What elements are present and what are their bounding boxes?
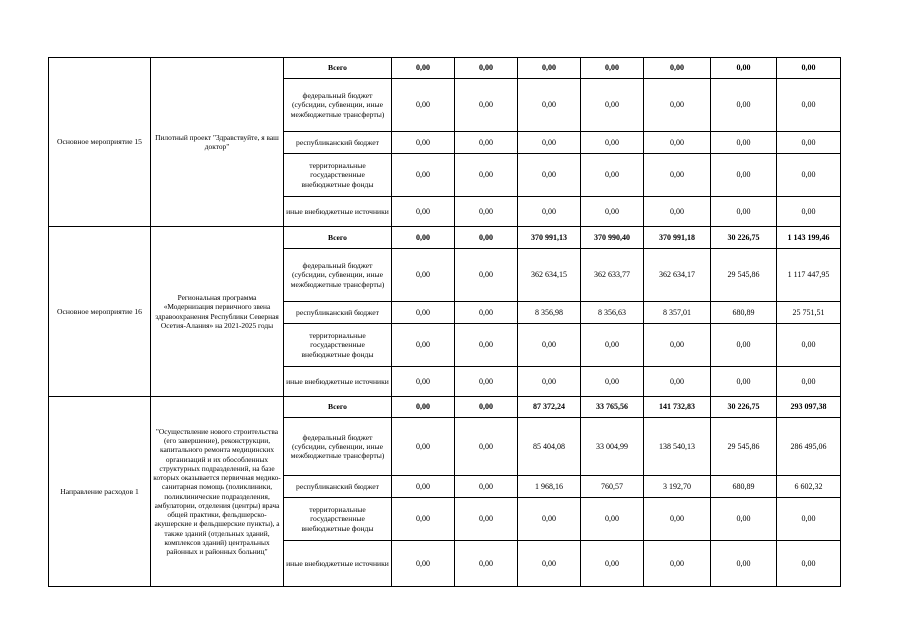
event-type-cell: Основное мероприятие 16 bbox=[49, 227, 151, 397]
event-name-cell: "Осуществление нового строительства (его завершение), реконструкции, капитального ремонта медицинских организаций и их обособленных структурных подразделений, на базе которых оказывается первичная медико-санитарная помощь (поликлиники, поликлинические подразделения, амбулатории, отделения (центры) врача общей практики, фельдшерско-акушерские и фельдшерские пункты), а также зданий (отдельных зданий, комплексов зданий) центральных районных и районных больниц" bbox=[151, 397, 284, 587]
amount-cell: 29 545,86 bbox=[711, 418, 777, 476]
amount-cell: 0,00 bbox=[581, 197, 644, 227]
amount-cell: 0,00 bbox=[455, 249, 518, 302]
amount-cell: 362 633,77 bbox=[581, 249, 644, 302]
amount-cell: 0,00 bbox=[644, 197, 711, 227]
amount-cell: 0,00 bbox=[581, 367, 644, 397]
amount-cell: 0,00 bbox=[518, 154, 581, 197]
amount-cell: 0,00 bbox=[711, 58, 777, 79]
amount-cell: 0,00 bbox=[392, 302, 455, 324]
amount-cell: 0,00 bbox=[777, 541, 841, 587]
funding-source-cell: Всего bbox=[284, 58, 392, 79]
amount-cell: 0,00 bbox=[518, 324, 581, 367]
amount-cell: 0,00 bbox=[777, 58, 841, 79]
funding-source-cell: республиканский бюджет bbox=[284, 476, 392, 498]
amount-cell: 0,00 bbox=[711, 154, 777, 197]
amount-cell: 0,00 bbox=[392, 476, 455, 498]
amount-cell: 87 372,24 bbox=[518, 397, 581, 418]
amount-cell: 0,00 bbox=[581, 324, 644, 367]
funding-source-cell: Всего bbox=[284, 227, 392, 249]
amount-cell: 0,00 bbox=[455, 541, 518, 587]
amount-cell: 0,00 bbox=[711, 197, 777, 227]
amount-cell: 0,00 bbox=[518, 541, 581, 587]
funding-source-cell: федеральный бюджет (субсидии, субвенции, иные межбюджетные трансферты) bbox=[284, 249, 392, 302]
funding-source-cell: федеральный бюджет (субсидии, субвенции, иные межбюджетные трансферты) bbox=[284, 418, 392, 476]
amount-cell: 8 356,63 bbox=[581, 302, 644, 324]
amount-cell: 0,00 bbox=[455, 79, 518, 132]
amount-cell: 0,00 bbox=[392, 197, 455, 227]
amount-cell: 760,57 bbox=[581, 476, 644, 498]
amount-cell: 0,00 bbox=[455, 227, 518, 249]
amount-cell: 6 602,32 bbox=[777, 476, 841, 498]
amount-cell: 0,00 bbox=[777, 498, 841, 541]
amount-cell: 0,00 bbox=[455, 367, 518, 397]
amount-cell: 0,00 bbox=[455, 418, 518, 476]
total-row bbox=[49, 58, 841, 79]
amount-cell: 0,00 bbox=[711, 132, 777, 154]
amount-cell: 25 751,51 bbox=[777, 302, 841, 324]
amount-cell: 0,00 bbox=[518, 132, 581, 154]
amount-cell: 0,00 bbox=[581, 541, 644, 587]
amount-cell: 0,00 bbox=[581, 58, 644, 79]
amount-cell: 1 117 447,95 bbox=[777, 249, 841, 302]
amount-cell: 0,00 bbox=[455, 197, 518, 227]
amount-cell: 0,00 bbox=[777, 197, 841, 227]
funding-source-cell: федеральный бюджет (субсидии, субвенции, иные межбюджетные трансферты) bbox=[284, 79, 392, 132]
amount-cell: 0,00 bbox=[777, 132, 841, 154]
amount-cell: 0,00 bbox=[392, 227, 455, 249]
amount-cell: 0,00 bbox=[644, 58, 711, 79]
amount-cell: 0,00 bbox=[455, 476, 518, 498]
amount-cell: 0,00 bbox=[455, 58, 518, 79]
budget-table bbox=[48, 57, 841, 587]
amount-cell: 0,00 bbox=[455, 154, 518, 197]
amount-cell: 0,00 bbox=[777, 367, 841, 397]
amount-cell: 1 968,16 bbox=[518, 476, 581, 498]
amount-cell: 0,00 bbox=[455, 132, 518, 154]
amount-cell: 85 404,08 bbox=[518, 418, 581, 476]
funding-source-cell: республиканский бюджет bbox=[284, 302, 392, 324]
total-row bbox=[49, 227, 841, 249]
amount-cell: 370 990,40 bbox=[581, 227, 644, 249]
amount-cell: 0,00 bbox=[392, 132, 455, 154]
funding-source-cell: иные внебюджетные источники bbox=[284, 367, 392, 397]
amount-cell: 0,00 bbox=[518, 367, 581, 397]
amount-cell: 0,00 bbox=[518, 79, 581, 132]
amount-cell: 680,89 bbox=[711, 302, 777, 324]
amount-cell: 286 495,06 bbox=[777, 418, 841, 476]
amount-cell: 0,00 bbox=[644, 498, 711, 541]
amount-cell: 0,00 bbox=[392, 541, 455, 587]
event-name-cell: Пилотный проект "Здравствуйте, я ваш доктор" bbox=[151, 58, 284, 227]
amount-cell: 138 540,13 bbox=[644, 418, 711, 476]
amount-cell: 0,00 bbox=[644, 79, 711, 132]
amount-cell: 29 545,86 bbox=[711, 249, 777, 302]
amount-cell: 141 732,83 bbox=[644, 397, 711, 418]
amount-cell: 0,00 bbox=[518, 58, 581, 79]
amount-cell: 680,89 bbox=[711, 476, 777, 498]
amount-cell: 3 192,70 bbox=[644, 476, 711, 498]
amount-cell: 0,00 bbox=[392, 154, 455, 197]
amount-cell: 293 097,38 bbox=[777, 397, 841, 418]
amount-cell: 362 634,17 bbox=[644, 249, 711, 302]
amount-cell: 0,00 bbox=[392, 397, 455, 418]
amount-cell: 0,00 bbox=[581, 79, 644, 132]
amount-cell: 0,00 bbox=[644, 154, 711, 197]
amount-cell: 0,00 bbox=[392, 58, 455, 79]
table-body bbox=[49, 58, 841, 587]
amount-cell: 0,00 bbox=[392, 249, 455, 302]
amount-cell: 0,00 bbox=[777, 154, 841, 197]
amount-cell: 370 991,13 bbox=[518, 227, 581, 249]
funding-source-cell: иные внебюджетные источники bbox=[284, 541, 392, 587]
amount-cell: 0,00 bbox=[644, 541, 711, 587]
amount-cell: 8 357,01 bbox=[644, 302, 711, 324]
amount-cell: 0,00 bbox=[581, 132, 644, 154]
funding-source-cell: республиканский бюджет bbox=[284, 132, 392, 154]
total-row bbox=[49, 397, 841, 418]
amount-cell: 0,00 bbox=[392, 367, 455, 397]
amount-cell: 0,00 bbox=[392, 79, 455, 132]
amount-cell: 0,00 bbox=[644, 324, 711, 367]
funding-source-cell: территориальные государственные внебюджетные фонды bbox=[284, 154, 392, 197]
event-name-cell: Региональная программа «Модернизация первичного звена здравоохранения Республики Северная Осетия-Алания» на 2021-2025 годы bbox=[151, 227, 284, 397]
amount-cell: 0,00 bbox=[777, 79, 841, 132]
amount-cell: 0,00 bbox=[644, 132, 711, 154]
amount-cell: 30 226,75 bbox=[711, 227, 777, 249]
amount-cell: 0,00 bbox=[581, 154, 644, 197]
amount-cell: 0,00 bbox=[455, 302, 518, 324]
amount-cell: 0,00 bbox=[711, 324, 777, 367]
amount-cell: 0,00 bbox=[392, 418, 455, 476]
amount-cell: 1 143 199,46 bbox=[777, 227, 841, 249]
funding-source-cell: территориальные государственные внебюджетные фонды bbox=[284, 498, 392, 541]
amount-cell: 0,00 bbox=[581, 498, 644, 541]
amount-cell: 0,00 bbox=[455, 324, 518, 367]
amount-cell: 0,00 bbox=[518, 498, 581, 541]
event-type-cell: Основное мероприятие 15 bbox=[49, 58, 151, 227]
amount-cell: 30 226,75 bbox=[711, 397, 777, 418]
amount-cell: 33 004,99 bbox=[581, 418, 644, 476]
amount-cell: 0,00 bbox=[777, 324, 841, 367]
amount-cell: 362 634,15 bbox=[518, 249, 581, 302]
amount-cell: 0,00 bbox=[711, 79, 777, 132]
amount-cell: 0,00 bbox=[455, 498, 518, 541]
amount-cell: 0,00 bbox=[518, 197, 581, 227]
funding-source-cell: Всего bbox=[284, 397, 392, 418]
amount-cell: 0,00 bbox=[455, 397, 518, 418]
funding-source-cell: территориальные государственные внебюджетные фонды bbox=[284, 324, 392, 367]
amount-cell: 0,00 bbox=[711, 498, 777, 541]
amount-cell: 0,00 bbox=[644, 367, 711, 397]
event-type-cell: Направление расходов 1 bbox=[49, 397, 151, 587]
amount-cell: 0,00 bbox=[711, 367, 777, 397]
amount-cell: 33 765,56 bbox=[581, 397, 644, 418]
amount-cell: 370 991,18 bbox=[644, 227, 711, 249]
amount-cell: 0,00 bbox=[392, 498, 455, 541]
amount-cell: 8 356,98 bbox=[518, 302, 581, 324]
amount-cell: 0,00 bbox=[392, 324, 455, 367]
amount-cell: 0,00 bbox=[711, 541, 777, 587]
funding-source-cell: иные внебюджетные источники bbox=[284, 197, 392, 227]
